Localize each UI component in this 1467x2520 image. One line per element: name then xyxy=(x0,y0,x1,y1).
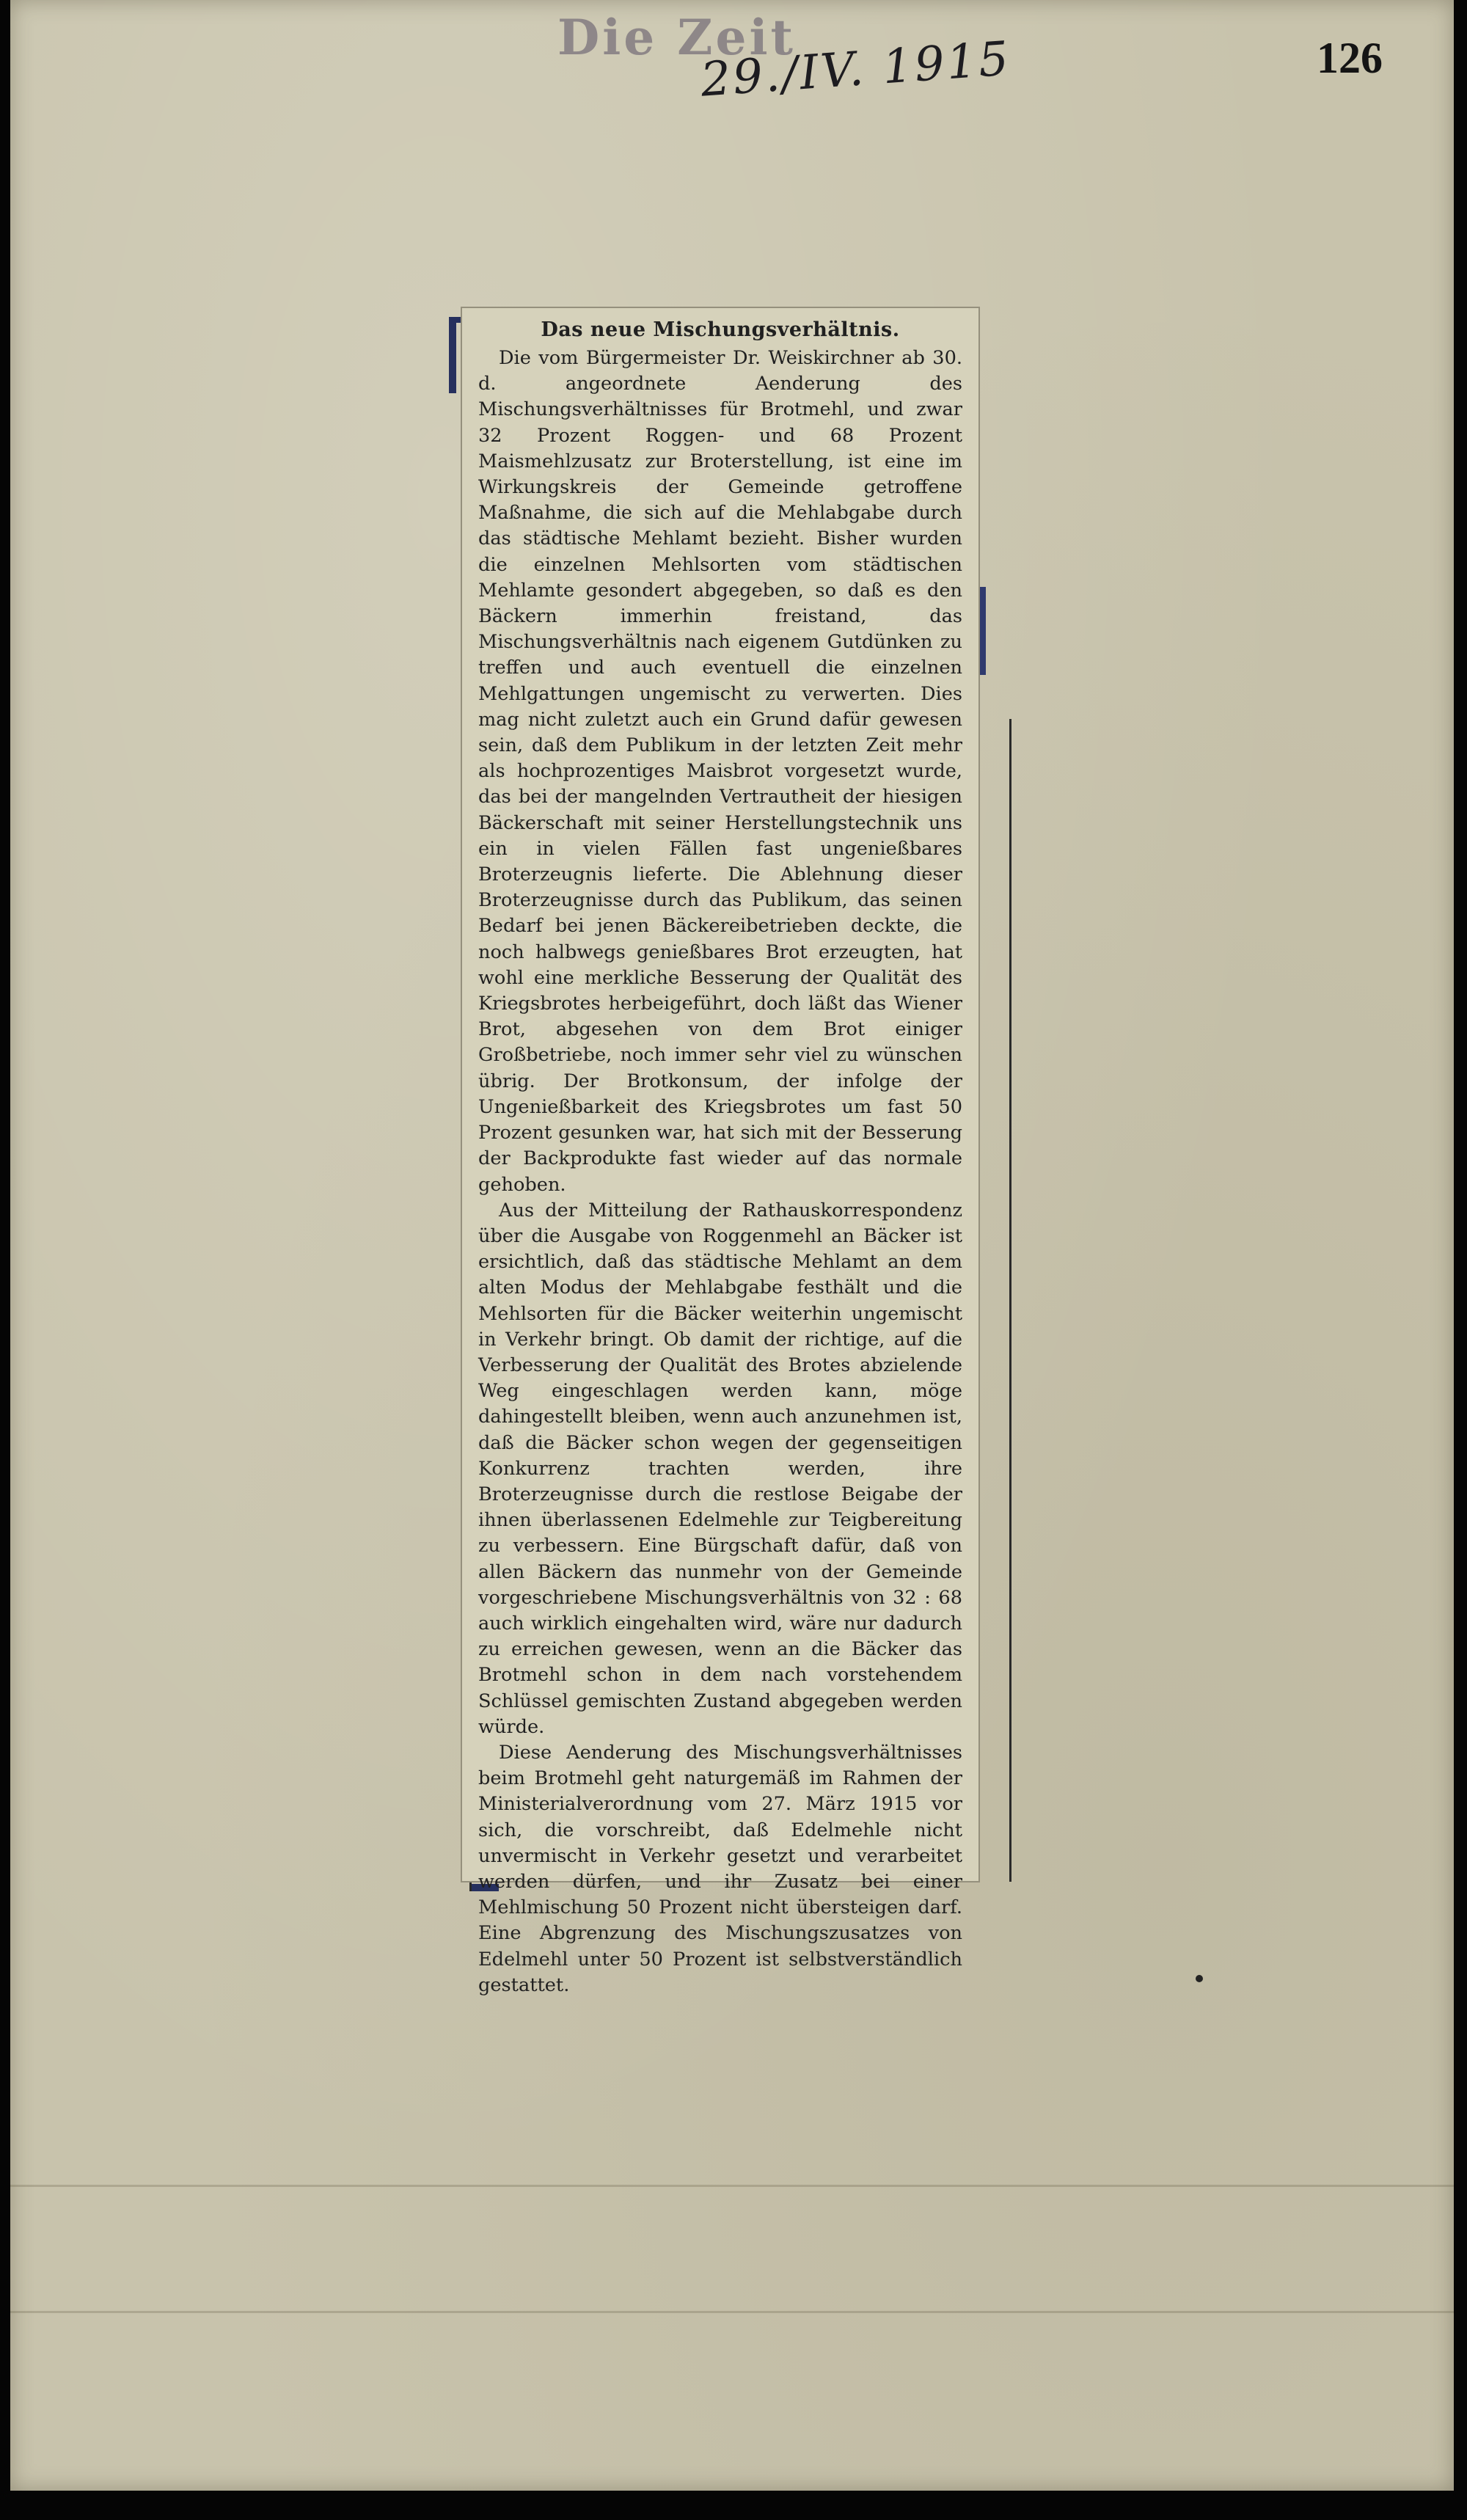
article-paragraph: Aus der Mitteilung der Rathauskorrespondenz über die Ausgabe von Roggenmehl an Bäcker ist ersichtlich, daß das städtische Mehlamt an dem alten Modus der Mehlabgabe festhält und die Mehlsorten für die Bäcker weiterhin ungemischt in Verkehr bringt. Ob damit der richtige, auf die Verbesserung der Qualität des Brotes abzielende Weg eingeschlagen werden kann, möge dahingestellt bleiben, wenn auch anzunehmen ist, daß die Bäcker schon wegen der gegenseitigen Konkurrenz trachten werden, ihre Broterzeugnisse durch die restlose Beigabe der ihnen überlassenen Edelmehle zur Teigbereitung zu verbessern. Eine Bürgschaft dafür, daß von allen Bäckern das nunmehr von der Gemeinde vorgeschriebene Mischungsverhältnis von 32 : 68 auch wirklich eingehalten wird, wäre nur dadurch zu erreichen gewesen, wenn an die Bäcker das Brotmehl schon in dem nach vorstehendem Schlüssel gemischten Zustand abgegeben werden würde. xyxy=(478,1199,962,1738)
blue-pencil-mark xyxy=(980,587,986,675)
newspaper-name-stamp: Die Zeit xyxy=(557,9,797,66)
article-headline: Das neue Mischungsverhältnis. xyxy=(541,318,900,341)
paper-fold-line xyxy=(10,2311,1454,2313)
newspaper-clipping xyxy=(461,307,980,1996)
handwritten-date: 29./IV. 1915 xyxy=(698,32,1013,108)
page-number: 126 xyxy=(1317,34,1383,82)
column-rule xyxy=(1009,719,1011,1882)
article-paragraph: Diese Aenderung des Mischungsverhältnisses beim Brotmehl geht naturgemäß im Rahmen der Ministerialverordnung vom 27. März 1915 vor sich, die vorschreibt, daß Edelmehle nicht unvermischt in Verkehr gesetzt und verarbeitet werden dürfen, und ihr Zusatz bei einer Mehlmischung 50 Prozent nicht übersteigen darf. Eine Abgrenzung des Mischungszusatzes von Edelmehl unter 50 Prozent ist selbstverständlich gestattet. xyxy=(478,1741,962,1996)
paper-fold-line xyxy=(10,2185,1454,2187)
blue-pencil-mark xyxy=(449,317,456,393)
article-paragraph: Die vom Bürgermeister Dr. Weiskirchner ab 30. d. angeordnete Aenderung des Mischungsverhältnisses für Brotmehl, und zwar 32 Prozent Roggen- und 68 Prozent Maismehlzusatz zur Broterstellung, ist eine im Wirkungskreis der Gemeinde getroffene Maßnahme, die sich auf die Mehlabgabe durch das städtische Mehlamt bezieht. Bisher wurden die einzelnen Mehlsorten vom städtischen Mehlamte gesondert abgegeben, so daß es den Bäckern immerhin freistand, das Mischungsverhältnis nach eigenem Gutdünken zu treffen und auch eventuell die einzelnen Mehlgattungen ungemischt zu verwerten. Dies mag nicht zuletzt auch ein Grund dafür gewesen sein, daß dem Publikum in der letzten Zeit mehr als hochprozentiges Maisbrot vorgesetzt wurde, das bei der mangelnden Vertrautheit der hiesigen Bäckerschaft mit seiner Herstellungstechnik uns ein in vielen Fällen fast ungenießbares Broterzeugnis lieferte. Die Ablehnung dieser Broterzeugnisse durch das Publikum, das seinen Bedarf bei jenen Bäckereibetrieben deckte, die noch halbwegs genießbares Brot erzeugten, hat wohl eine merkliche Besserung der Qualität des Kriegsbrotes herbeigeführt, doch läßt das Wiener Brot, abgesehen von dem Brot einiger Großbetriebe, noch immer sehr viel zu wünschen übrig. Der Brotkonsum, der infolge der Ungenießbarkeit des Kriegsbrotes um fast 50 Prozent gesunken war, hat sich mit der Besserung der Backprodukte fast wieder auf das normale gehoben. xyxy=(478,347,962,1196)
ink-dot xyxy=(1196,1975,1203,1982)
